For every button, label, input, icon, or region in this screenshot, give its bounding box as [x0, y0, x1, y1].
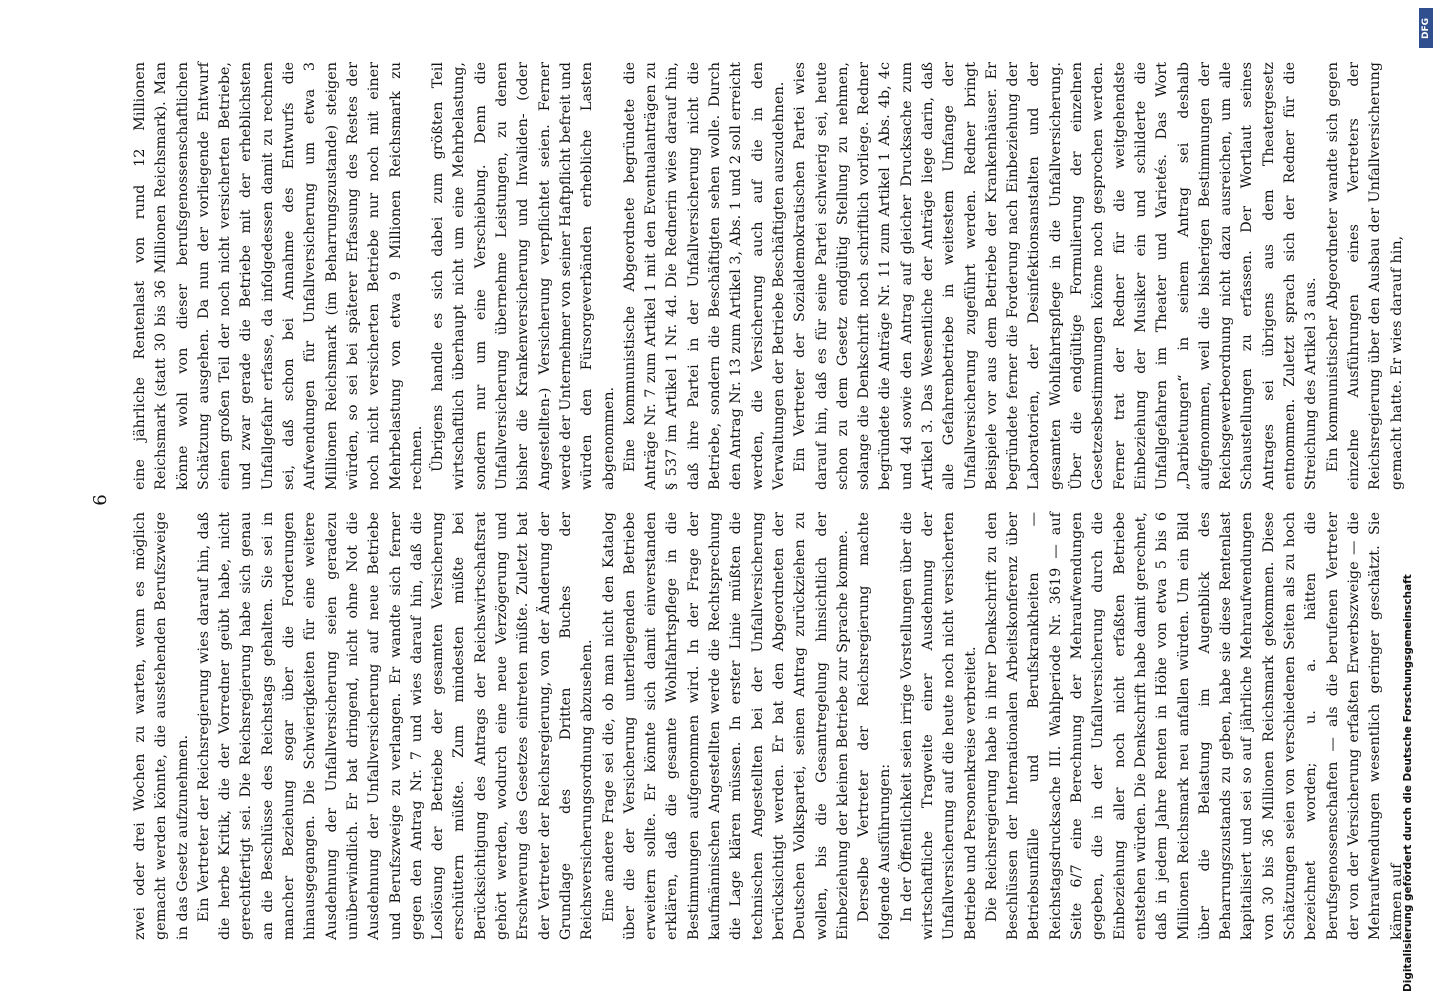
paragraph: In der Öffentlichkeit seien irrige Vorstellungen über die wirtschaftliche Tragweite einer Ausdehnung der Unfallversicherung auf die heute noch nicht versicherten Betriebe und Personenkreise verbreitet.	[898, 512, 979, 940]
paragraph: Übrigens handle es sich dabei zum größten Teil wirtschaftlich überhaupt nicht um eine Mehrbelastung, sondern nur um eine Verschiebung. Denn die Unfallversicherung übernehme Leistungen, zu denen bisher die Krankenversicherung und Invaliden- (oder Angestellten-) Versicherung verpflichtet seien. Ferner werde der Unternehmer von seiner Haftpflicht befreit und würden den Fürsorgeverbänden erhebliche Lasten abgenommen.	[430, 62, 617, 490]
right-column	[130, 62, 1408, 490]
paragraph: eine jährliche Rentenlast von rund 12 Millionen Reichsmark (statt 30 bis 36 Millionen Reichsmark). Man könne wohl von dieser berufsgenossenschaftlichen Schätzung ausgehen. Da nun der vorliegende Entwurf einen großen Teil der noch nicht versicherten Betriebe, und zwar gerade die Betriebe mit der erheblichsten Unfallgefahr erfasse, da infolgedessen damit zu rechnen sei, daß schon bei Annahme des Entwurfs die Aufwendungen für Unfallversicherung um etwa 3 Millionen Reichsmark (im Beharrungszustande) steigen würden, so sei bei späterer Erfassung des Restes der noch nicht versicherten Betriebe nur noch mit einer Mehrbelastung von etwa 9 Millionen Reichsmark zu rechnen.	[132, 62, 425, 490]
left-column	[130, 512, 1408, 940]
paragraph: zwei oder drei Wochen zu warten, wenn es möglich gemacht werden könnte, die ausstehenden Berufszweige in das Gesetz aufzunehmen.	[132, 512, 191, 940]
paragraph: Eine andere Frage sei die, ob man nicht den Katalog über die der Versicherung unterliegenden Betriebe erweitern sollte. Er könnte sich damit einverstanden erklären, daß die gesamte Wohlfahrtspflege in die Bestimmungen aufgenommen wird. In der Frage der kaufmännischen Angestellten werde die Rechtsprechung die Lage klären müssen. In erster Linie müßten die technischen Angestellten bei der Unfallversicherung berücksichtigt werden. Er bat den Abgeordneten der Deutschen Volkspartei, seinen Antrag zurückziehen zu wollen, bis die Gesamtregelung hinsichtlich der Einbeziehung der kleinen Betriebe zur Sprache komme.	[600, 512, 851, 940]
dfg-logo: DFG	[1419, 8, 1433, 48]
digitization-credit: Digitalisierung gefördert durch die Deutsche Forschungsgemeinschaft	[1402, 574, 1414, 992]
paragraph: Ein Vertreter der Sozialdemokratischen Partei wies darauf hin, daß es für seine Partei schwierig sei, heute schon zu dem Gesetz endgültig Stellung zu nehmen, solange die Denkschrift noch schriftlich vorliege. Redner begründete die Anträge Nr. 11 zum Artikel 1 Abs. 4b, 4c und 4d sowie den Antrag auf gleicher Drucksache zum Artikel 3. Das Wesentliche der Anträge liege darin, daß alle Gefahrenbetriebe in weitestem Umfange der Unfallversicherung zugeführt werden. Redner bringt Beispiele vor aus dem Betriebe der Krankenhäuser. Er begründete ferner die Forderung nach Einbeziehung der Laboratorien, der Desinfektionsanstalten und der gesamten Wohlfahrtspflege in die Unfallversicherung. Über die endgültige Formulierung der einzelnen Gesetzesbestimmungen könne noch gesprochen werden. Ferner trat der Redner für die weitgehendste Einbeziehung der Musiker ein und schilderte die Unfallgefahren im Theater und Varietés. Das Wort „Darbietungen“ in seinem Antrag sei deshalb aufgenommen, weil die bisherigen Bestimmungen der Reichsgewerbeordnung nicht dazu ausreichen, um alle Schaustellungen zu erfassen. Der Wortlaut seines Antrages sei übrigens aus dem Theatergesetz entnommen. Zuletzt sprach sich der Redner für die Streichung des Artikel 3 aus.	[792, 62, 1320, 490]
paragraph: Die Reichsregierung habe in ihrer Denkschrift zu den Beschlüssen der Internationalen Arbeitskonferenz über Betriebsunfälle und Berufskrankheiten — Reichstagsdrucksache III. Wahlperiode Nr. 3619 — auf Seite 6/7 eine Berechnung der Mehraufwendungen gegeben, die in der Unfallversicherung durch die Einbeziehung aller noch nicht erfaßten Betriebe entstehen würden. Die Denkschrift habe damit gerechnet, daß in jedem Jahre Renten in Höhe von etwa 5 bis 6 Millionen Reichsmark neu anfallen würden. Um ein Bild über die Belastung im Augenblick des Beharrungszustands zu geben, habe sie diese Rentenlast kapitalisiert und sei so auf jährliche Mehraufwendungen von 30 bis 36 Millionen Reichsmark gekommen. Diese Schätzungen seien von verschiedenen Seiten als zu hoch bezeichnet worden; u. a. hätten die Berufsgenossenschaften — als die berufenen Vertreter der von der Versicherung erfaßten Erwerbszweige — die Mehraufwendungen wesentlich geringer geschätzt. Sie kämen auf	[983, 512, 1405, 940]
paragraph: Derselbe Vertreter der Reichsregierung machte folgende Ausführungen:	[856, 512, 894, 940]
paragraph: Eine kommunistische Abgeordnete begründete die Anträge Nr. 7 zum Artikel 1 mit den Eventualanträgen zu § 537 im Artikel 1 Nr. 4d. Die Rednerin wies darauf hin, daß ihre Partei in der Unfallversicherung nicht die Betriebe, sondern die Beschäftigten sehen wolle. Durch den Antrag Nr. 13 zum Artikel 3, Abs. 1 und 2 soll erreicht werden, die Versicherung auch auf die in den Verwaltungen der Betriebe Beschäftigten auszudehnen.	[621, 62, 787, 490]
rotated-text-block	[90, 60, 1405, 940]
paragraph: Ein Vertreter der Reichsregierung wies darauf hin, daß die herbe Kritik, die der Vorredner geübt habe, nicht gerechtfertigt sei. Die Reichsregierung habe sich genau an die Beschlüsse des Reichstags gehalten. Sie sei in mancher Beziehung sogar über die Forderungen hinausgegangen. Die Schwierigkeiten für eine weitere Ausdehnung der Unfallversicherung seien geradezu unüberwindlich. Er bat dringend, nicht ohne Not die Ausdehnung der Unfallversicherung auf neue Betriebe und Berufszweige zu verlangen. Er wandte sich ferner gegen den Antrag Nr. 7 und wies darauf hin, daß die Loslösung der Betriebe der gesamten Versicherung erschüttern müßte. Zum mindesten müßte bei Berücksichtigung des Antrags der Reichswirtschaftsrat gehört werden, wodurch eine neue Verzögerung und Erschwerung des Gesetzes eintreten müßte. Zuletzt bat der Vertreter der Reichsregierung, von der Änderung der Grundlage des Dritten Buches der Reichsversicherungsordnung abzusehen.	[195, 512, 596, 940]
paragraph: Ein kommunistischer Abgeordneter wandte sich gegen einzelne Ausführungen eines Vertreters der Reichsregierung über den Ausbau der Unfallversicherung gemacht hatte. Er wies darauf hin,	[1324, 62, 1405, 490]
page-number: 6	[90, 494, 111, 506]
